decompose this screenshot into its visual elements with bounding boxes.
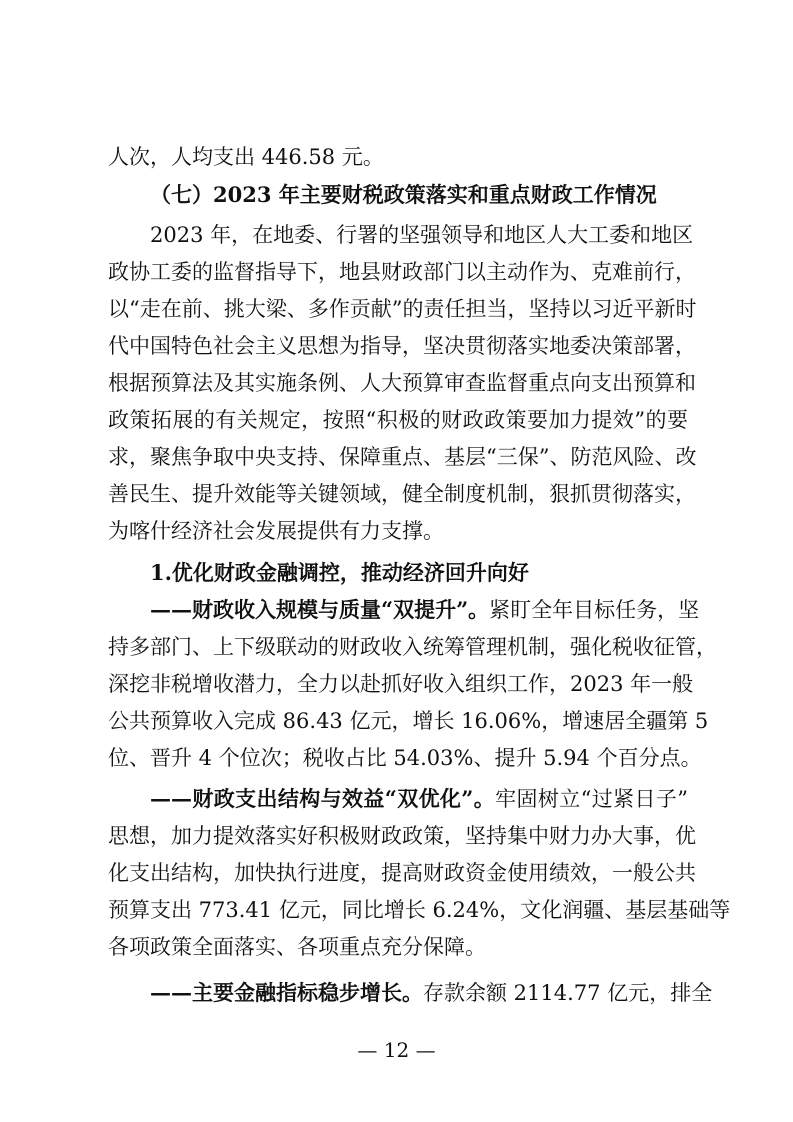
lead-phrase: ——主要金融指标稳步增长。 [150, 980, 423, 1005]
paragraph-line: 位、晋升 4 个位次；税收占比 54.03%、提升 5.94 个百分点。 [108, 746, 702, 770]
text-line: 人次，人均支出 446.58 元。 [108, 145, 384, 169]
paragraph-line: 代中国特色社会主义思想为指导，坚决贯彻落实地委决策部署， [108, 334, 696, 358]
page-number: — 12 — [357, 1038, 436, 1062]
paragraph-line: 深挖非税增收潜力，全力以赴抓好收入组织工作，2023 年一般 [108, 672, 694, 696]
paragraph-line: 思想，加力提效落实好积极财政政策，坚持集中财力办大事，优 [108, 824, 696, 848]
paragraph-line: 为喀什经济社会发展提供有力支撑。 [108, 519, 444, 543]
line-text: 紧盯全年目标任务，坚 [489, 598, 700, 622]
paragraph-line: 预算支出 773.41 亿元，同比增长 6.24%，文化润疆、基层基础等 [108, 898, 731, 922]
lead-phrase: ——财政收入规模与质量“双提升”。 [150, 597, 490, 622]
paragraph-line [150, 784, 688, 814]
subsection-heading: 1.优化财政金融调控，推动经济回升向好 [150, 560, 529, 585]
lead-phrase: ——财政支出结构与效益“双优化”。 [150, 786, 496, 811]
line-text: 存款余额 2114.77 亿元，排全 [423, 981, 713, 1005]
paragraph-line: 善民生、提升效能等关键领域，健全制度机制，狠抓贯彻落实， [108, 482, 696, 506]
paragraph-line: 各项政策全面落实、各项重点充分保障。 [108, 935, 486, 959]
paragraph-line: 政策拓展的有关规定，按照“积极的财政政策要加力提效”的要 [108, 408, 688, 432]
paragraph-line: 2023 年，在地委、行署的坚强领导和地区人大工委和地区 [150, 223, 694, 247]
paragraph-line: 化支出结构，加快执行进度，提高财政资金使用绩效，一般公共 [108, 861, 696, 885]
paragraph-line: 求，聚焦争取中央支持、保障重点、基层“三保”、防范风险、改 [108, 445, 697, 469]
paragraph-line: 持多部门、上下级联动的财政收入统筹管理机制，强化税收征管， [108, 635, 717, 659]
line-text: 牢固树立“过紧日子” [495, 787, 688, 811]
paragraph-line [150, 978, 713, 1008]
paragraph-line [150, 595, 700, 625]
paragraph-line: 公共预算收入完成 86.43 亿元，增长 16.06%，增速居全疆第 5 [108, 709, 709, 733]
paragraph-line: 以“走在前、挑大梁、多作贡献”的责任担当，坚持以习近平新时 [108, 297, 697, 321]
paragraph-line: 根据预算法及其实施条例、人大预算审查监督重点向支出预算和 [108, 371, 696, 395]
paragraph-line: 政协工委的监督指导下，地县财政部门以主动作为、克难前行， [108, 260, 696, 284]
section-heading: （七）2023 年主要财税政策落实和重点财政工作情况 [150, 182, 657, 207]
